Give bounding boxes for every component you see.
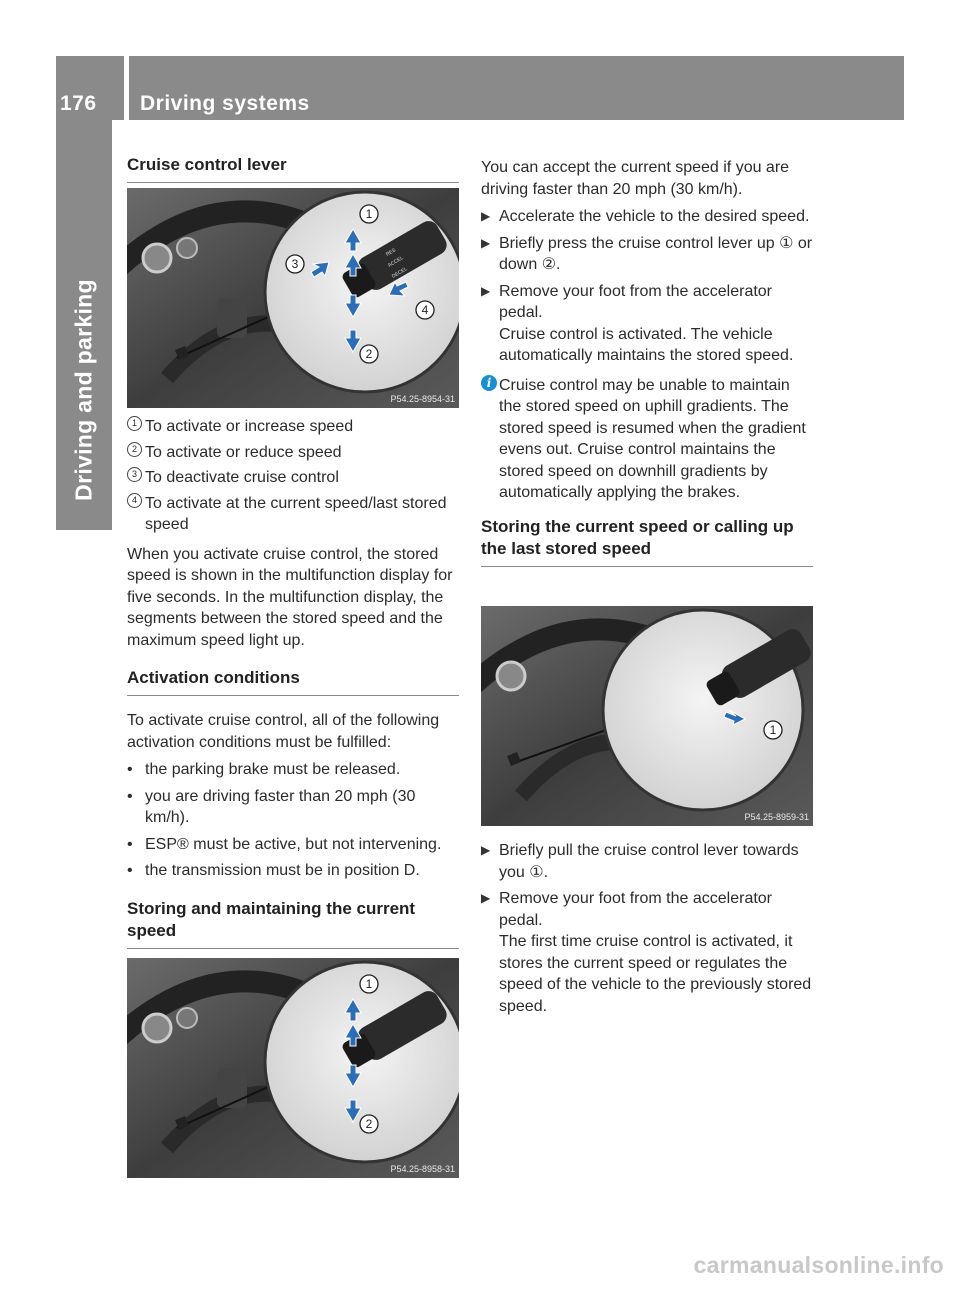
legend-item (127, 467, 459, 489)
legend-item (127, 442, 459, 464)
legend-list (127, 416, 459, 949)
cruise-lever-illustration (481, 606, 813, 826)
paragraph-conditions-intro: To activate cruise control, all of the following activation conditions must be fulfilled: (127, 712, 440, 751)
svg-text:3: 3 (291, 257, 299, 271)
svg-text:4: 4 (421, 303, 429, 317)
watermark: carmanualsonline.info (693, 1252, 944, 1278)
heading-rule (127, 182, 459, 183)
cruise-lever-illustration (127, 958, 459, 1178)
lever-label-accel: ACCEL (387, 255, 405, 269)
figure-cruise-lever-pull (481, 606, 813, 826)
heading-rule (127, 948, 459, 949)
step-item: ▶ Accelerate the vehicle to the desired speed. (481, 206, 813, 228)
step-arrow-icon: ▶ (481, 283, 491, 298)
heading-storing-calling-up: Storing the current speed or calling up the last stored speed (481, 516, 794, 558)
step-item: ▶ Remove your foot from the accelerator pedal. Cruise control is activated. The vehicle automatically maintains the stored speed. (481, 282, 794, 364)
figure-cruise-lever-up-down (127, 958, 459, 1178)
svg-text:1: 1 (365, 207, 373, 221)
chapter-tab-label: Driving and parking (70, 279, 97, 501)
svg-text:2: 2 (365, 1117, 373, 1131)
info-text: Cruise control may be unable to maintain the stored speed on uphill gradients. The stored speed is resumed when the gradient evens out. Cruise control maintains the stored speed on downhill gradients by automatically applying the brakes. (499, 376, 806, 501)
step-item: ▶ Remove your foot from the accelerator pedal. The first time cruise control is activated, it stores the current speed or regulates the speed of the vehicle to the previously stored speed. (481, 890, 812, 1015)
step-arrow-icon: ▶ (481, 843, 491, 857)
figure-code: P54.25-8958-31 (390, 1164, 455, 1174)
heading-storing-maintaining: Storing and maintaining the current speed (127, 898, 416, 940)
legend-text: To activate or increase speed (145, 418, 354, 435)
info-icon: i (481, 375, 497, 391)
cruise-lever-illustration (127, 188, 459, 408)
page-number: 176 (60, 92, 97, 115)
callout-1-icon: 1 (127, 416, 142, 431)
svg-text:2: 2 (365, 347, 373, 361)
right-column-steps (481, 840, 813, 1017)
condition-item: • the transmission must be in position D. (127, 862, 420, 879)
condition-item: • you are driving faster than 20 mph (30 km/h). (127, 787, 416, 826)
step-arrow-icon: ▶ (481, 209, 491, 223)
callout-3-icon: 3 (127, 467, 142, 482)
figure-code: P54.25-8959-31 (744, 812, 809, 822)
callout-2-icon: 2 (127, 442, 142, 457)
lever-label-decel: DECEL (391, 266, 409, 280)
section-title: Driving systems (140, 92, 310, 115)
heading-activation-conditions: Activation conditions (127, 668, 300, 687)
legend-text: To deactivate cruise control (145, 469, 339, 486)
heading-cruise-control-lever-block (127, 154, 459, 183)
lever-label-res: RES (385, 247, 397, 258)
svg-text:1: 1 (365, 977, 373, 991)
legend-text: To activate at the current speed/last stored speed (145, 494, 447, 533)
step-arrow-icon: ▶ (481, 891, 491, 905)
legend-text: To activate or reduce speed (145, 443, 342, 461)
heading-cruise-control-lever: Cruise control lever (127, 155, 287, 174)
figure-cruise-lever-4-directions (127, 188, 459, 408)
condition-item: • the parking brake must be released. (127, 761, 401, 778)
callout-4-icon: 4 (127, 493, 142, 508)
legend-item (127, 493, 459, 536)
right-column (481, 157, 813, 567)
legend-item (127, 416, 459, 438)
info-note (481, 375, 813, 504)
paragraph-accept-speed: You can accept the current speed if you are driving faster than 20 mph (30 km/h). (481, 159, 790, 198)
heading-rule (127, 695, 459, 696)
step-arrow-icon: ▶ (481, 235, 491, 250)
heading-rule (481, 566, 813, 567)
paragraph-display-info: When you activate cruise control, the stored speed is shown in the multifunction display for five seconds. In the multifunction display, the segments between the stored speed and the maximum speed light up. (127, 545, 453, 649)
step-item: ▶ Briefly press the cruise control lever up ① or down ②. (481, 234, 813, 273)
step-item: ▶ Briefly pull the cruise control lever towards you ①. (481, 842, 799, 881)
svg-text:1: 1 (769, 723, 777, 737)
header-separator (124, 56, 129, 120)
figure-code: P54.25-8954-31 (390, 394, 455, 404)
condition-item: • ESP® must be active, but not intervening. (127, 835, 442, 853)
